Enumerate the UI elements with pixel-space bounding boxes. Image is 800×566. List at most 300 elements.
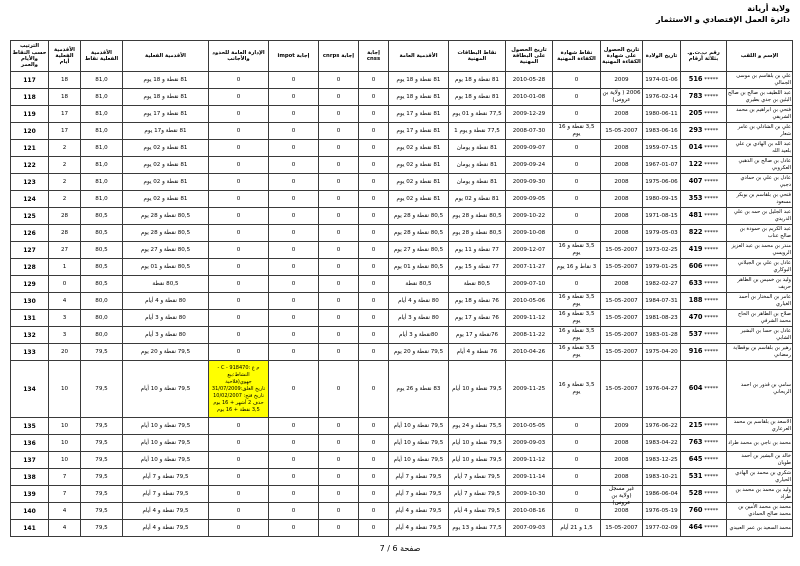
cell-cnrps: 0 (319, 503, 359, 520)
id-mask: ***** (704, 94, 719, 100)
table-row (11, 520, 793, 537)
cell-cert-date: 2008 (601, 140, 643, 157)
cell-id (681, 157, 727, 174)
cell-days: 7 (49, 469, 81, 486)
cell-general: 79,5 نقطة و 4 أيام (389, 520, 449, 537)
id-digits: 407 (688, 177, 703, 185)
cell-points: 80,5 (81, 208, 123, 225)
id-mask: ***** (704, 315, 719, 321)
cell-general: 81 نقطة و 02 يوم (389, 157, 449, 174)
cell-days: 4 (49, 293, 81, 310)
col-header-label: نقاط شهادة الكفاءة المهنية (557, 49, 596, 62)
cell-cert-points: 3,5 نقطة و 16 يوم (553, 344, 601, 361)
cell-impot: 0 (269, 503, 319, 520)
cell-cnrps: 0 (319, 293, 359, 310)
cell-impot: 0 (269, 452, 319, 469)
table-row (11, 140, 793, 157)
cell-card-points: 77 نقطة و 15 يوم (449, 259, 506, 276)
cell-name: عادل بن صالح بن الذهبي العكروبي (727, 157, 793, 174)
cell-days: 7 (49, 486, 81, 503)
cell-cnss: 0 (359, 106, 389, 123)
cell-general: 79,5 نقطة و 7 أيام (389, 486, 449, 503)
cell-general: 81 نقطة و 18 يوم (389, 89, 449, 106)
cell-card-date: 2009-10-22 (506, 208, 553, 225)
cell-borders: 0 (209, 310, 269, 327)
cell-cnrps: 0 (319, 259, 359, 276)
cell-name: عبد الله بن الهادي بن علي بلعيد الله (727, 140, 793, 157)
cell-points: 79,5 (81, 361, 123, 418)
cell-impot: 0 (269, 242, 319, 259)
cell-birth: 1976-05-19 (643, 503, 681, 520)
cell-card-date: 2009-07-10 (506, 276, 553, 293)
cell-points: 81,0 (81, 191, 123, 208)
table-row (11, 503, 793, 520)
cell-points: 81,0 (81, 72, 123, 89)
cell-card-date: 2009-10-30 (506, 486, 553, 503)
col-header-label: إجابة cnrps (322, 52, 355, 59)
cell-card-points: 81 نقطة و 18 يوم (449, 72, 506, 89)
col-header-label: الأقدمية الفعلية أيام (54, 46, 75, 66)
organization-header (656, 3, 790, 25)
cell-general: 81 نقطة و 17 يوم (389, 106, 449, 123)
id-mask: ***** (704, 128, 719, 134)
cell-card-points: 81 نقطة و يومان (449, 140, 506, 157)
cell-days: 10 (49, 435, 81, 452)
cell-name: علي بن بلقاسم بن موسى الجمالي (727, 72, 793, 89)
cell-card-points: 80,5 نقطة و 28 يوم (449, 225, 506, 242)
id-mask: ***** (704, 213, 719, 219)
cell-card-points: 77,5 نقطة و 13 يوم (449, 520, 506, 537)
cell-card-date: 2010-05-06 (506, 293, 553, 310)
cell-borders: 0 (209, 435, 269, 452)
cell-general: 81 نقطة و 02 يوم (389, 140, 449, 157)
cell-card-points: 76نقطة و 17 يوم (449, 327, 506, 344)
cell-id (681, 174, 727, 191)
cell-impot: 0 (269, 123, 319, 140)
cell-impot: 0 (269, 140, 319, 157)
cell-borders: 0 (209, 89, 269, 106)
cell-card-points: 80,5 نقطة (449, 276, 506, 293)
cell-impot: 0 (269, 469, 319, 486)
cell-cnrps: 0 (319, 310, 359, 327)
cell-cert-date: غير مسجل (ولاية بن عروس) (601, 486, 643, 503)
cell-name: فتحي بن بلقاسم بن بوبكر مسعود (727, 191, 793, 208)
cell-card-date: 2009-09-30 (506, 174, 553, 191)
cell-points: 79,5 (81, 486, 123, 503)
cell-birth: 1980-09-15 (643, 191, 681, 208)
cell-name: زهير بن بلقاسم بن بوقطاية رمضاني (727, 344, 793, 361)
note-line: تاريخ الغلق:31/07/2009 (211, 385, 266, 392)
cell-cnrps: 0 (319, 225, 359, 242)
governorate-title: ولاية أريانة (747, 4, 790, 13)
table-row (11, 418, 793, 435)
cell-rank: 119 (11, 106, 49, 123)
cell-id (681, 469, 727, 486)
cell-rank: 128 (11, 259, 49, 276)
id-mask: ***** (704, 386, 719, 392)
id-mask: ***** (704, 145, 719, 151)
cell-general: 80,5 نقطة (389, 276, 449, 293)
cell-card-date: 2007-09-03 (506, 520, 553, 537)
id-digits: 419 (688, 245, 703, 253)
col-header-label: الأقدمية الفعلية نقاط (84, 49, 119, 62)
table-row (11, 276, 793, 293)
cell-effective: 80 نقطة و 4 أيام (123, 293, 209, 310)
cell-effective: 80 نقطة و 3 أيام (123, 327, 209, 344)
id-digits: 783 (688, 92, 703, 100)
cell-points: 79,5 (81, 435, 123, 452)
cell-general: 81 نقطة و 18 يوم (389, 72, 449, 89)
cell-cnrps: 0 (319, 208, 359, 225)
table-row (11, 327, 793, 344)
col-header-effective (123, 41, 209, 72)
cell-impot: 0 (269, 225, 319, 242)
cell-points: 80,5 (81, 276, 123, 293)
cell-rank: 117 (11, 72, 49, 89)
cell-borders: 0 (209, 418, 269, 435)
cell-cert-points: 1,5 و 21 أيام (553, 520, 601, 537)
col-header-label: الإسم و اللقب (740, 52, 779, 59)
cell-borders: 0 (209, 520, 269, 537)
cell-id (681, 503, 727, 520)
cell-name: عادل بن علي بن الجيلاني البوكاري (727, 259, 793, 276)
cell-cert-points: 3,5 نقطة و 16 يوم (553, 361, 601, 418)
cell-borders: 0 (209, 259, 269, 276)
table-row (11, 310, 793, 327)
cell-cert-points: 0 (553, 106, 601, 123)
cell-card-points: 79,5 نقطة و 7 أيام (449, 486, 506, 503)
cell-rank: 134 (11, 361, 49, 418)
cell-points: 79,5 (81, 469, 123, 486)
cell-impot: 0 (269, 486, 319, 503)
id-digits: 760 (688, 506, 703, 514)
id-mask: ***** (704, 298, 719, 304)
cell-impot: 0 (269, 520, 319, 537)
cell-points: 81,0 (81, 89, 123, 106)
cell-borders: 0 (209, 157, 269, 174)
id-mask: ***** (704, 491, 719, 497)
cell-borders: 0 (209, 191, 269, 208)
cell-cert-points: 0 (553, 208, 601, 225)
cell-effective: 80,5 نقطة و 28 يوم (123, 208, 209, 225)
table-row (11, 435, 793, 452)
cell-effective: 81 نقطة و 02 يوم (123, 157, 209, 174)
cell-borders: 0 (209, 293, 269, 310)
cell-general: 80 نقطة و 3 أيام (389, 310, 449, 327)
id-digits: 528 (688, 489, 703, 497)
cell-name: شكري بن محمد بن الهادي الحياري (727, 469, 793, 486)
id-digits: 353 (688, 194, 703, 202)
cell-cert-points: 0 (553, 225, 601, 242)
cell-card-points: 81 نقطة و يومان (449, 157, 506, 174)
cell-days: 2 (49, 157, 81, 174)
cell-borders: 0 (209, 106, 269, 123)
cell-cnss: 0 (359, 157, 389, 174)
cell-id (681, 520, 727, 537)
cell-cnrps: 0 (319, 435, 359, 452)
table-row (11, 242, 793, 259)
cell-cnrps: 0 (319, 418, 359, 435)
cell-general: 80,5 نقطة و 01 يوم (389, 259, 449, 276)
cell-birth: 1983-01-28 (643, 327, 681, 344)
cell-card-date: 2010-05-05 (506, 418, 553, 435)
cell-id (681, 435, 727, 452)
cell-birth: 1979-05-03 (643, 225, 681, 242)
cell-cert-points: 0 (553, 174, 601, 191)
cell-days: 28 (49, 208, 81, 225)
cell-id (681, 259, 727, 276)
cell-impot: 0 (269, 418, 319, 435)
cell-cert-date: 15-05-2007 (601, 123, 643, 140)
cell-rank: 138 (11, 469, 49, 486)
col-header-cert-date (601, 41, 643, 72)
cell-borders: 0 (209, 486, 269, 503)
cell-cnrps: 0 (319, 242, 359, 259)
cell-cert-date: 15-05-2007 (601, 344, 643, 361)
cell-general: 83 نقطة و 26 يوم (389, 361, 449, 418)
cell-cert-date: 15-05-2007 (601, 361, 643, 418)
cell-rank: 126 (11, 225, 49, 242)
cell-points: 79,5 (81, 503, 123, 520)
cell-borders: 0 (209, 276, 269, 293)
cell-id (681, 208, 727, 225)
cell-card-points: 79,5 نقطة و 7 أيام (449, 469, 506, 486)
table-row (11, 191, 793, 208)
table-row (11, 157, 793, 174)
cell-card-date: 2008-07-30 (506, 123, 553, 140)
cell-birth: 1983-04-22 (643, 435, 681, 452)
cell-card-date: 2009-09-24 (506, 157, 553, 174)
cell-cert-points: 0 (553, 89, 601, 106)
cell-effective: 81 نقطة و17 يوم (123, 123, 209, 140)
cell-card-points: 81 نقطة و يومان (449, 174, 506, 191)
cell-effective: 81 نقطة و 02 يوم (123, 191, 209, 208)
ranking-table (10, 40, 793, 537)
cell-points: 79,5 (81, 452, 123, 469)
cell-id (681, 418, 727, 435)
id-digits: 604 (688, 384, 703, 392)
table-body (11, 72, 793, 537)
cell-cert-date: 2008 (601, 225, 643, 242)
table-row (11, 452, 793, 469)
cell-rank: 122 (11, 157, 49, 174)
col-header-label: الترتيب حسب النقاط والأيام والعمر (12, 43, 47, 69)
id-digits: 633 (688, 279, 703, 287)
cell-effective: 81 نقطة و 02 يوم (123, 140, 209, 157)
cell-id (681, 452, 727, 469)
cell-name: محمد بن محمد الأمين بن محمد صالح الحمادي (727, 503, 793, 520)
cell-days: 18 (49, 72, 81, 89)
cell-days: 2 (49, 174, 81, 191)
cell-card-points: 79,5 نقطة و 4 أيام (449, 503, 506, 520)
cell-borders: 0 (209, 225, 269, 242)
cell-rank: 121 (11, 140, 49, 157)
cell-cnss: 0 (359, 225, 389, 242)
cell-general: 79,5 نقطة و 4 أيام (389, 503, 449, 520)
cell-borders: 0 (209, 72, 269, 89)
cell-name: عبد الجليل بن حمه بن علي الدريدي (727, 208, 793, 225)
cell-id (681, 486, 727, 503)
cell-cert-date: 15-05-2007 (601, 293, 643, 310)
cell-card-date: 2009-10-08 (506, 225, 553, 242)
table-row (11, 259, 793, 276)
cell-rank: 133 (11, 344, 49, 361)
note-line: م ع :918470 - C - النشاط:بيع (217, 364, 260, 378)
cell-borders: 0 (209, 174, 269, 191)
col-header-points (81, 41, 123, 72)
col-header-label: الإدارة العامة للحدود والأجانب (212, 49, 265, 62)
id-mask: ***** (704, 508, 719, 514)
cell-birth: 1976-06-22 (643, 418, 681, 435)
cell-rank: 139 (11, 486, 49, 503)
cell-impot: 0 (269, 106, 319, 123)
cell-id (681, 106, 727, 123)
cell-rank: 130 (11, 293, 49, 310)
id-digits: 481 (688, 211, 703, 219)
cell-birth: 1976-02-14 (643, 89, 681, 106)
col-header-general (389, 41, 449, 72)
cell-cert-points: 0 (553, 469, 601, 486)
cell-cnss: 0 (359, 174, 389, 191)
cell-cert-points: 3,5 نقطة و 16 يوم (553, 310, 601, 327)
cell-cert-date: 15-05-2007 (601, 242, 643, 259)
cell-cert-date: 2008 (601, 435, 643, 452)
col-header-card-points (449, 41, 506, 72)
cell-card-date: 2009-09-03 (506, 435, 553, 452)
cell-cnrps: 0 (319, 106, 359, 123)
cell-card-date: 2009-11-14 (506, 469, 553, 486)
note-line: حذف 2 أشهر + 16 يوم (213, 399, 264, 406)
col-header-days (49, 41, 81, 72)
cell-cnss: 0 (359, 140, 389, 157)
id-digits: 606 (688, 262, 703, 270)
cell-general: 79,5 نقطة و 20 يوم (389, 344, 449, 361)
cell-cert-points: 0 (553, 191, 601, 208)
cell-effective: 81 نقطة و 18 يوم (123, 89, 209, 106)
cell-cnss: 0 (359, 435, 389, 452)
cell-name: وليد بن محمد بن محمد بن طراد (727, 486, 793, 503)
cell-cert-points: 0 (553, 276, 601, 293)
cell-points: 80,5 (81, 259, 123, 276)
cell-cnrps: 0 (319, 157, 359, 174)
cell-borders: 0 (209, 242, 269, 259)
cell-days: 27 (49, 242, 81, 259)
cell-cert-points: 0 (553, 157, 601, 174)
cell-days: 1 (49, 259, 81, 276)
cell-days: 0 (49, 276, 81, 293)
cell-birth: 1977-02-09 (643, 520, 681, 537)
cell-impot: 0 (269, 310, 319, 327)
cell-cert-date: 2009 (601, 418, 643, 435)
cell-id (681, 123, 727, 140)
cell-birth: 1973-02-25 (643, 242, 681, 259)
cell-effective: 80 نقطة و 3 أيام (123, 310, 209, 327)
cell-days: 17 (49, 123, 81, 140)
id-digits: 531 (688, 472, 703, 480)
cell-effective: 80,5 نقطة (123, 276, 209, 293)
cell-general: 79,5 نقطة و 10 أيام (389, 418, 449, 435)
cell-general: 81 نقطة و 02 يوم (389, 191, 449, 208)
cell-card-points: 79,5 نقطة و 10 أيام (449, 435, 506, 452)
cell-general: 79,5 نقطة و 7 أيام (389, 469, 449, 486)
id-mask: ***** (704, 162, 719, 168)
cell-birth: 1984-07-31 (643, 293, 681, 310)
cell-cnss: 0 (359, 259, 389, 276)
cell-card-date: 2010-01-08 (506, 89, 553, 106)
cell-rank: 118 (11, 89, 49, 106)
cell-rank: 140 (11, 503, 49, 520)
cell-birth: 1981-08-23 (643, 310, 681, 327)
cell-borders-note (209, 361, 269, 418)
cell-cnss: 0 (359, 310, 389, 327)
cell-name: الاسعد بن بلقاسم بن محمد العرعاري (727, 418, 793, 435)
cell-effective: 80,5 نقطة و 28 يوم (123, 225, 209, 242)
header-row (11, 41, 793, 72)
cell-birth: 1980-06-11 (643, 106, 681, 123)
cell-impot: 0 (269, 293, 319, 310)
cell-cert-date: 2008 (601, 503, 643, 520)
cell-cert-date: 2008 (601, 106, 643, 123)
cell-birth: 1986-06-04 (643, 486, 681, 503)
cell-name: عبد اللطيف بن صالح بن صالح البئين بن جدي بطيري (727, 89, 793, 106)
cell-name: عادل بن علي بن حمادي دجبي (727, 174, 793, 191)
cell-points: 81,0 (81, 106, 123, 123)
cell-cnss: 0 (359, 418, 389, 435)
cell-effective: 80,5 نقطة و 27 يوم (123, 242, 209, 259)
cell-card-points: 75,5 نقطة و 24 يوم (449, 418, 506, 435)
col-header-label: إجابة impot (277, 52, 310, 59)
cell-points: 80,0 (81, 310, 123, 327)
cell-birth: 1983-12-25 (643, 452, 681, 469)
cell-points: 79,5 (81, 520, 123, 537)
cell-days: 4 (49, 503, 81, 520)
cell-card-points: 76 نقطة و 17 يوم (449, 310, 506, 327)
cell-borders: 0 (209, 503, 269, 520)
cell-general: 79,5 نقطة و 10 أيام (389, 435, 449, 452)
col-header-cnrps (319, 41, 359, 72)
cell-name: محمد السعيد بن عمر العبيدي (727, 520, 793, 537)
id-mask: ***** (704, 525, 719, 531)
cell-cnrps: 0 (319, 174, 359, 191)
cell-cert-date: 15-05-2007 (601, 327, 643, 344)
cell-general: 81 نقطة و 02 يوم (389, 174, 449, 191)
cell-birth: 1967-01-07 (643, 157, 681, 174)
cell-cert-points: 0 (553, 486, 601, 503)
cell-name: عادل بن حسا بن البشير الشابي (727, 327, 793, 344)
cell-card-points: 81 نقطة و 18 يوم (449, 89, 506, 106)
col-header-birth (643, 41, 681, 72)
cell-id (681, 293, 727, 310)
cell-card-date: 2010-05-28 (506, 72, 553, 89)
cell-cert-points: 0 (553, 140, 601, 157)
table-row (11, 72, 793, 89)
cell-effective: 80,5 نقطة و 01 يوم (123, 259, 209, 276)
cell-borders: 0 (209, 327, 269, 344)
cell-impot: 0 (269, 191, 319, 208)
cell-card-date: 2009-11-12 (506, 452, 553, 469)
cell-id (681, 89, 727, 106)
cell-impot: 0 (269, 89, 319, 106)
cell-cnss: 0 (359, 327, 389, 344)
cell-cert-points: 0 (553, 503, 601, 520)
cell-card-points: 76 نقطة و 4 أيام (449, 344, 506, 361)
cell-points: 79,5 (81, 418, 123, 435)
cell-cnrps: 0 (319, 486, 359, 503)
cell-cnss: 0 (359, 344, 389, 361)
id-digits: 645 (688, 455, 703, 463)
id-digits: 293 (688, 126, 703, 134)
cell-cert-points: 3,5 نقطة و 16 يوم (553, 123, 601, 140)
